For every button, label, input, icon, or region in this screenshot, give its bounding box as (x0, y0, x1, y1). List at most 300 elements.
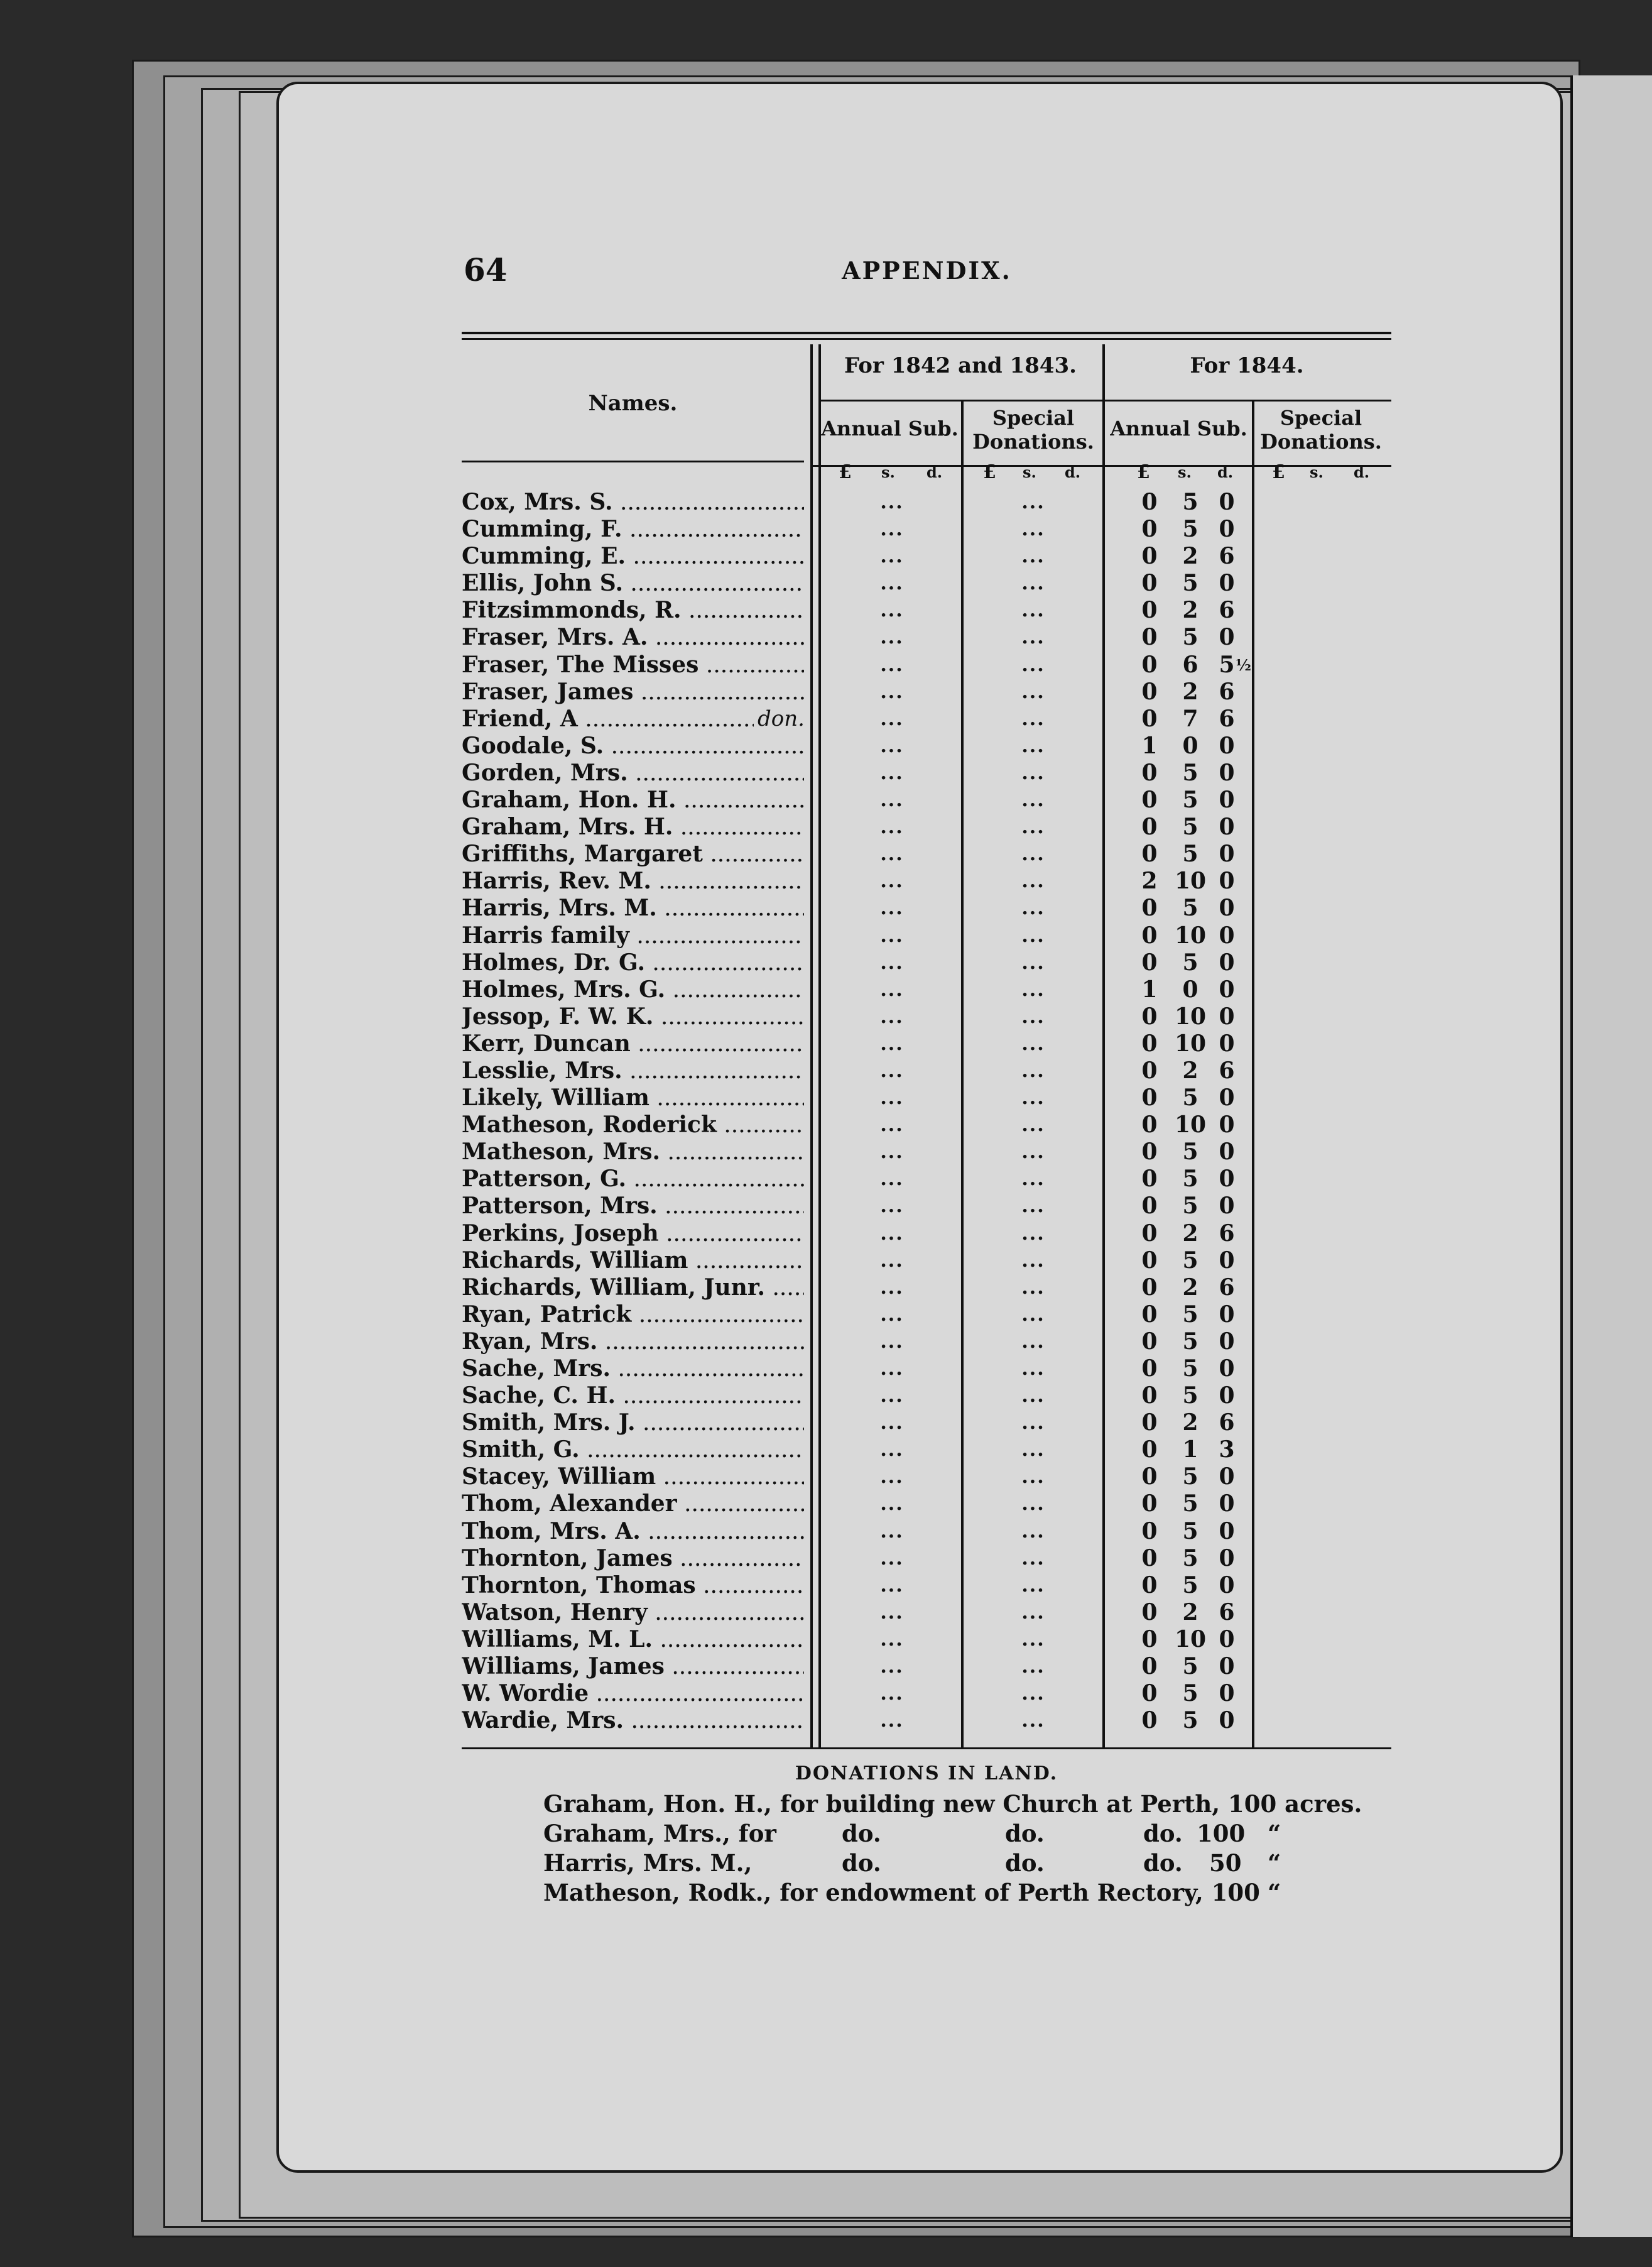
cell-shillings: 1 (1182, 1436, 1198, 1463)
cell-1842-special: ... (1021, 1195, 1045, 1218)
cell-shillings: 5 (1182, 1680, 1198, 1707)
header-rule (462, 461, 804, 462)
unit-shilling: s. (1023, 463, 1036, 481)
cell-pence: 0 (1219, 1301, 1235, 1328)
cell-1842-annual: ... (880, 1574, 904, 1597)
cell-1842-special: ... (1021, 1114, 1045, 1137)
table-row (462, 652, 1391, 679)
subscriber-name: Williams, M. L. ..... (462, 1626, 804, 1653)
cell-pence: 0 (1219, 895, 1235, 922)
table-row (462, 1301, 1391, 1328)
land-acres: 100 (1197, 1820, 1246, 1847)
subscriber-name: Goodale, S. ..... (462, 733, 804, 760)
cell-1842-special: ... (1021, 843, 1045, 866)
cell-pounds: 0 (1141, 759, 1158, 786)
cell-1842-special: ... (1021, 1683, 1045, 1705)
cell-pence: 0 (1219, 814, 1235, 841)
cell-pounds: 0 (1141, 1517, 1158, 1544)
cell-pence: 0 (1219, 868, 1235, 895)
cell-pence: 0 (1219, 1112, 1235, 1139)
cell-1842-special: ... (1021, 1439, 1045, 1461)
cell-pence: 0 (1219, 1355, 1235, 1382)
cell-shillings: 10 (1174, 922, 1207, 949)
cell-pounds: 0 (1141, 1707, 1158, 1734)
cell-pounds: 0 (1141, 1247, 1158, 1274)
cell-pounds: 0 (1141, 1382, 1158, 1409)
cell-1842-annual: ... (880, 1032, 904, 1055)
cell-shillings: 5 (1182, 1571, 1198, 1598)
subscriber-name: Jessop, F. W. K. ..... (462, 1003, 804, 1030)
cell-pence: 6 (1219, 678, 1235, 705)
unit-pound: £ (1272, 461, 1285, 483)
cell-1842-annual: ... (880, 707, 904, 730)
cell-1842-annual: ... (880, 1222, 904, 1245)
cell-pence: 5 (1219, 651, 1235, 678)
cell-pence: 0 (1219, 1625, 1235, 1652)
subscriber-name: Williams, James ..... (462, 1653, 804, 1680)
cell-pounds: 0 (1141, 516, 1158, 543)
subscriber-name: Fitzsimmonds, R. ..... (462, 597, 804, 624)
subscriber-name: Kerr, Duncan ..... (462, 1030, 804, 1057)
subscriber-name: Gorden, Mrs. ..... (462, 760, 804, 787)
cell-pounds: 0 (1141, 787, 1158, 814)
cell-pence: 0 (1219, 1571, 1235, 1598)
cell-pounds: 0 (1141, 1490, 1158, 1517)
land-row (462, 1819, 1391, 1849)
cell-pence: 0 (1219, 1247, 1235, 1274)
land-acres: 50 (1209, 1849, 1242, 1877)
cell-pounds: 0 (1141, 922, 1158, 949)
table-row (462, 570, 1391, 597)
period-rule (1102, 400, 1391, 402)
cell-1842-special: ... (1021, 1520, 1045, 1543)
cell-1842-annual: ... (880, 1249, 904, 1272)
land-ditto: “ (1268, 1820, 1281, 1847)
cell-pounds: 0 (1141, 1057, 1158, 1084)
cell-shillings: 5 (1182, 1382, 1198, 1409)
cell-1842-special: ... (1021, 491, 1045, 513)
subscriber-name: Holmes, Dr. G. ..... (462, 949, 804, 976)
table-row (462, 1463, 1391, 1490)
subscriber-name: Thom, Alexander ..... (462, 1490, 804, 1517)
table-row (462, 1653, 1391, 1680)
subscriber-name: Lesslie, Mrs. ..... (462, 1057, 804, 1084)
cell-1842-special: ... (1021, 545, 1045, 568)
table-row (462, 1274, 1391, 1301)
cell-pence: 0 (1219, 1030, 1235, 1057)
cell-1842-special: ... (1021, 735, 1045, 757)
subscriber-name: Griffiths, Margaret ..... (462, 841, 804, 868)
cell-1842-annual: ... (880, 1385, 904, 1407)
cell-shillings: 5 (1182, 814, 1198, 841)
cell-pounds: 0 (1141, 651, 1158, 678)
cell-shillings: 10 (1174, 1625, 1207, 1652)
table-row (462, 1030, 1391, 1057)
cell-1842-annual: ... (880, 1195, 904, 1218)
cell-shillings: 5 (1182, 759, 1198, 786)
cell-1842-special: ... (1021, 1601, 1045, 1624)
cell-1842-special: ... (1021, 762, 1045, 784)
period-rule (818, 400, 1102, 402)
cell-pounds: 0 (1141, 895, 1158, 922)
cell-pence: 0 (1219, 1382, 1235, 1409)
subscriber-name: Richards, William ..... (462, 1247, 804, 1274)
cell-1842-special: ... (1021, 1303, 1045, 1326)
cell-1842-annual: ... (880, 1439, 904, 1461)
unit-pound: £ (839, 461, 852, 483)
subscriber-name: Cumming, F. ..... (462, 516, 804, 543)
cell-shillings: 2 (1182, 678, 1198, 705)
land-ditto: “ (1268, 1879, 1281, 1906)
land-name: Graham, Mrs., for (543, 1820, 776, 1847)
cell-1842-annual: ... (880, 951, 904, 974)
table-row (462, 1626, 1391, 1653)
table-row (462, 1139, 1391, 1166)
cell-pence: 0 (1219, 1084, 1235, 1112)
cell-shillings: 0 (1182, 732, 1198, 759)
table-row (462, 1328, 1391, 1355)
cell-shillings: 5 (1182, 1544, 1198, 1571)
table-row (462, 922, 1391, 949)
land-text: Graham, Hon. H., for building new Church at Perth, 100 acres. (543, 1790, 1362, 1818)
cell-1842-special: ... (1021, 1358, 1045, 1380)
table-row (462, 976, 1391, 1003)
cell-pence: 6 (1219, 1057, 1235, 1084)
unit-pound: £ (1137, 461, 1150, 483)
cell-pounds: 2 (1141, 868, 1158, 895)
cell-1842-special: ... (1021, 680, 1045, 703)
land-row (462, 1878, 1391, 1908)
cell-shillings: 5 (1182, 1301, 1198, 1328)
cell-shillings: 2 (1182, 1598, 1198, 1625)
cell-pence: 0 (1219, 976, 1235, 1003)
page-number: 64 (464, 251, 508, 288)
cell-shillings: 5 (1182, 1166, 1198, 1193)
unit-pence: d. (927, 463, 943, 481)
cell-pence: 6 (1219, 1598, 1235, 1625)
cell-pounds: 0 (1141, 597, 1158, 624)
cell-1842-annual: ... (880, 789, 904, 812)
cell-1842-special: ... (1021, 626, 1045, 649)
cell-1842-special: ... (1021, 653, 1045, 676)
cell-1842-special: ... (1021, 707, 1045, 730)
cell-pounds: 0 (1141, 1084, 1158, 1112)
cell-pence: 0 (1219, 1544, 1235, 1571)
cell-shillings: 2 (1182, 1274, 1198, 1301)
table-row (462, 1518, 1391, 1545)
subscriber-name: Ryan, Patrick ..... (462, 1301, 804, 1328)
cell-shillings: 5 (1182, 570, 1198, 597)
subscriber-name: Wardie, Mrs. ..... (462, 1707, 804, 1734)
cell-1842-annual: ... (880, 1168, 904, 1191)
cell-1842-special: ... (1021, 1249, 1045, 1272)
cell-pence: 0 (1219, 1653, 1235, 1680)
land-text: Matheson, Rodk., for endowment of Perth Rectory, 100 (543, 1879, 1260, 1906)
subscriber-name: Thornton, James ..... (462, 1545, 804, 1572)
cell-shillings: 2 (1182, 543, 1198, 570)
cell-shillings: 5 (1182, 1463, 1198, 1490)
subscriber-name: W. Wordie ..... (462, 1680, 804, 1707)
cell-pounds: 0 (1141, 1409, 1158, 1436)
table-row (462, 733, 1391, 760)
unit-pound: £ (983, 461, 996, 483)
cell-1842-special: ... (1021, 789, 1045, 812)
cell-1842-annual: ... (880, 1059, 904, 1082)
subscriber-name: Ellis, John S. ..... (462, 570, 804, 597)
table-row (462, 895, 1391, 922)
cell-pounds: 0 (1141, 489, 1158, 515)
cell-pounds: 0 (1141, 1166, 1158, 1193)
cell-pence: 6 (1219, 1409, 1235, 1436)
names-header: Names. (588, 391, 678, 416)
subscriber-name: Holmes, Mrs. G. ..... (462, 976, 804, 1003)
cell-1842-special: ... (1021, 1141, 1045, 1164)
table-row (462, 787, 1391, 814)
subscriber-name: Stacey, William ..... (462, 1463, 804, 1490)
cell-pence: 6 (1219, 1220, 1235, 1247)
cell-pounds: 1 (1141, 976, 1158, 1003)
cell-1842-annual: ... (880, 870, 904, 893)
cell-1842-special: ... (1021, 951, 1045, 974)
unit-shilling: s. (1310, 463, 1323, 481)
cell-shillings: 5 (1182, 1193, 1198, 1220)
cell-1842-annual: ... (880, 816, 904, 839)
subscriber-name: Harris, Mrs. M. ..... (462, 895, 804, 922)
table-row (462, 1112, 1391, 1139)
cell-pounds: 0 (1141, 814, 1158, 841)
cell-pounds: 0 (1141, 1463, 1158, 1490)
cell-1842-annual: ... (880, 1087, 904, 1110)
annual-sub-header: Annual Sub. (1110, 417, 1247, 440)
cell-1842-special: ... (1021, 816, 1045, 839)
cell-1842-special: ... (1021, 518, 1045, 541)
table-row (462, 1490, 1391, 1517)
table-row (462, 1220, 1391, 1247)
table-row (462, 1193, 1391, 1220)
table-row (462, 841, 1391, 868)
table-row (462, 868, 1391, 895)
cell-shillings: 5 (1182, 841, 1198, 868)
cell-1842-special: ... (1021, 1330, 1045, 1353)
cell-1842-annual: ... (880, 572, 904, 595)
page-title: APPENDIX. (842, 256, 1012, 285)
cell-pence: 6 (1219, 705, 1235, 732)
land-do: do. (842, 1820, 881, 1847)
cell-shillings: 5 (1182, 1517, 1198, 1544)
cell-1842-annual: ... (880, 897, 904, 920)
cell-pounds: 0 (1141, 570, 1158, 597)
unit-shilling: s. (881, 463, 895, 481)
cell-1842-special: ... (1021, 870, 1045, 893)
cell-1842-annual: ... (880, 491, 904, 513)
cell-pounds: 0 (1141, 1625, 1158, 1652)
table-row (462, 516, 1391, 543)
cell-shillings: 10 (1174, 1112, 1207, 1139)
cell-pounds: 0 (1141, 705, 1158, 732)
cell-1842-annual: ... (880, 1520, 904, 1543)
cell-1842-special: ... (1021, 1412, 1045, 1434)
cell-1842-annual: ... (880, 518, 904, 541)
cell-shillings: 5 (1182, 1328, 1198, 1355)
table-row (462, 814, 1391, 841)
cell-1842-special: ... (1021, 1059, 1045, 1082)
cell-1842-annual: ... (880, 1358, 904, 1380)
cell-1842-special: ... (1021, 978, 1045, 1001)
cell-1842-annual: ... (880, 626, 904, 649)
cell-pence: 0 (1219, 1463, 1235, 1490)
cell-pence: 0 (1219, 1517, 1235, 1544)
cell-pence: 6 (1219, 1274, 1235, 1301)
cell-pounds: 0 (1141, 543, 1158, 570)
table-row (462, 949, 1391, 976)
cell-1842-annual: ... (880, 735, 904, 757)
cell-1842-special: ... (1021, 572, 1045, 595)
subscriber-name: Thornton, Thomas ..... (462, 1572, 804, 1599)
cell-1842-annual: ... (880, 680, 904, 703)
cell-pounds: 0 (1141, 1653, 1158, 1680)
subscriber-name: Smith, Mrs. J. ..... (462, 1409, 804, 1436)
cell-pounds: 0 (1141, 1220, 1158, 1247)
cell-1842-annual: ... (880, 1276, 904, 1299)
subscriber-name: Harris, Rev. M. ..... (462, 868, 804, 895)
cell-shillings: 5 (1182, 1490, 1198, 1517)
cell-pounds: 0 (1141, 1003, 1158, 1030)
subscriber-name: Harris family ..... (462, 922, 804, 949)
cell-pounds: 1 (1141, 732, 1158, 759)
table-row (462, 1382, 1391, 1409)
cell-shillings: 2 (1182, 597, 1198, 624)
cell-pounds: 0 (1141, 949, 1158, 976)
cell-1842-special: ... (1021, 1656, 1045, 1678)
period-1842-header: For 1842 and 1843. (844, 353, 1077, 378)
cell-pence: 0 (1219, 787, 1235, 814)
cell-1842-special: ... (1021, 1005, 1045, 1028)
cell-shillings: 5 (1182, 1355, 1198, 1382)
cell-1842-special: ... (1021, 1710, 1045, 1732)
special-donations-header: Special Donations. (972, 406, 1094, 454)
table-row (462, 489, 1391, 516)
cell-1842-annual: ... (880, 1330, 904, 1353)
unit-pence: d. (1065, 463, 1081, 481)
cell-shillings: 10 (1174, 1030, 1207, 1057)
subscription-table (462, 332, 1391, 1752)
special-donations-header: Special Donations. (1260, 406, 1382, 454)
cell-pence: 0 (1219, 759, 1235, 786)
subscriber-name: Perkins, Joseph ..... (462, 1220, 804, 1247)
cell-1842-special: ... (1021, 1087, 1045, 1110)
cell-pounds: 0 (1141, 1112, 1158, 1139)
cell-1842-annual: ... (880, 1141, 904, 1164)
subscriber-name: Patterson, Mrs. ..... (462, 1193, 804, 1220)
land-row (462, 1789, 1391, 1819)
subscriber-name: Fraser, Mrs. A. ..... (462, 624, 804, 651)
cell-1842-annual: ... (880, 653, 904, 676)
cell-pence: 0 (1219, 516, 1235, 543)
cell-1842-special: ... (1021, 1385, 1045, 1407)
cell-pounds: 0 (1141, 1301, 1158, 1328)
cell-pence: 0 (1219, 1003, 1235, 1030)
page-header (464, 251, 1390, 295)
cell-1842-annual: ... (880, 978, 904, 1001)
table-row (462, 1436, 1391, 1463)
cell-pounds: 0 (1141, 1193, 1158, 1220)
cell-pounds: 0 (1141, 841, 1158, 868)
cell-1842-special: ... (1021, 1628, 1045, 1651)
cell-shillings: 5 (1182, 1084, 1198, 1112)
cell-pounds: 0 (1141, 1544, 1158, 1571)
cell-1842-annual: ... (880, 1412, 904, 1434)
table-row (462, 1057, 1391, 1084)
cell-1842-annual: ... (880, 1303, 904, 1326)
cell-pounds: 0 (1141, 1355, 1158, 1382)
cell-pounds: 0 (1141, 1680, 1158, 1707)
cell-pence: 6 (1219, 597, 1235, 624)
cell-shillings: 5 (1182, 895, 1198, 922)
land-do: do. (1005, 1849, 1045, 1877)
land-do: do. (1005, 1820, 1045, 1847)
cell-pence: 0 (1219, 624, 1235, 651)
cell-pence: 0 (1219, 489, 1235, 515)
cell-pounds: 0 (1141, 1598, 1158, 1625)
subscriber-name: Cumming, E. ..... (462, 543, 804, 570)
cell-1842-special: ... (1021, 1547, 1045, 1570)
subscriber-name: Friend, A ..... (462, 706, 804, 733)
cell-pounds: 0 (1141, 1030, 1158, 1057)
cell-shillings: 2 (1182, 1220, 1198, 1247)
subscriber-name: Ryan, Mrs. ..... (462, 1328, 804, 1355)
cell-shillings: 0 (1182, 976, 1198, 1003)
cell-shillings: 5 (1182, 1139, 1198, 1166)
annual-sub-header: Annual Sub. (821, 417, 959, 440)
cell-shillings: 5 (1182, 1707, 1198, 1734)
table-body (462, 489, 1391, 1734)
cell-pence: 0 (1219, 1328, 1235, 1355)
cell-1842-annual: ... (880, 1547, 904, 1570)
subscriber-name: Richards, William, Junr. ..... (462, 1274, 804, 1301)
cell-1842-annual: ... (880, 1005, 904, 1028)
subscriber-name: Thom, Mrs. A. ..... (462, 1518, 804, 1545)
cell-1842-special: ... (1021, 1032, 1045, 1055)
cell-pence: 3 (1219, 1436, 1235, 1463)
cell-1842-special: ... (1021, 1493, 1045, 1516)
cell-1842-annual: ... (880, 1683, 904, 1705)
table-row (462, 1545, 1391, 1572)
cell-1842-annual: ... (880, 1493, 904, 1516)
unit-pence: d. (1354, 463, 1370, 481)
cell-pence: 0 (1219, 570, 1235, 597)
cell-pounds: 0 (1141, 678, 1158, 705)
cell-pence: 0 (1219, 1707, 1235, 1734)
subscriber-name: Sache, C. H. ..... (462, 1382, 804, 1409)
cell-shillings: 6 (1182, 651, 1198, 678)
subscriber-name: Fraser, James ..... (462, 679, 804, 706)
cell-pence: 0 (1219, 1490, 1235, 1517)
subscriber-name: Matheson, Roderick ..... (462, 1112, 804, 1139)
cell-shillings: 2 (1182, 1057, 1198, 1084)
cell-shillings: 5 (1182, 949, 1198, 976)
cell-shillings: 7 (1182, 705, 1198, 732)
table-row (462, 706, 1391, 733)
cell-1842-annual: ... (880, 843, 904, 866)
cell-1842-annual: ... (880, 545, 904, 568)
donation-note: don. (754, 706, 808, 733)
land-title: DONATIONS IN LAND. (795, 1762, 1058, 1784)
table-row (462, 543, 1391, 570)
table-row (462, 1707, 1391, 1734)
land-ditto: “ (1268, 1849, 1281, 1877)
cell-pence: 6 (1219, 543, 1235, 570)
donations-in-land (462, 1762, 1391, 1908)
